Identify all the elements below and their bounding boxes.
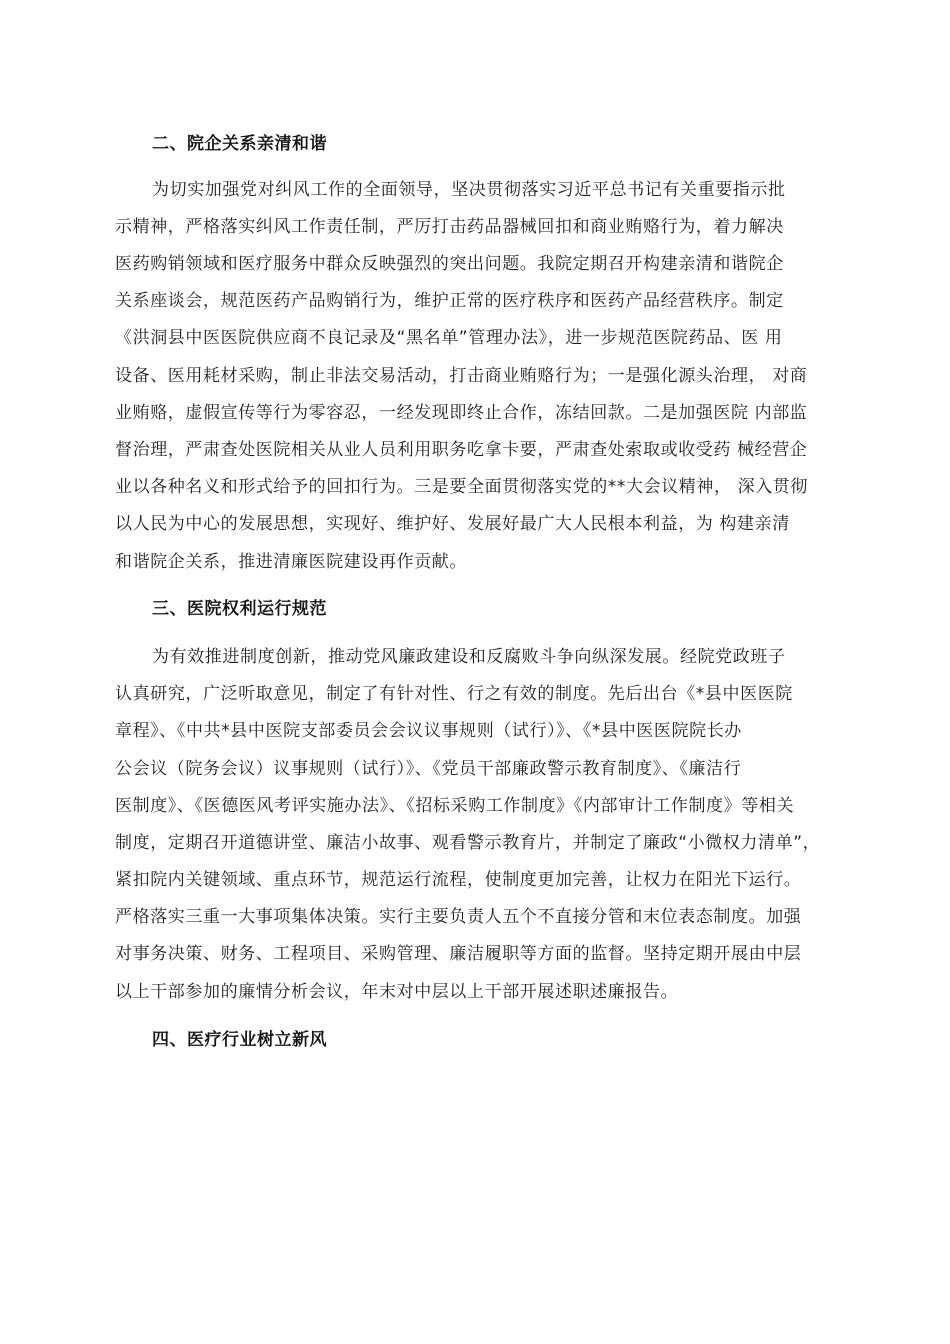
paragraph-line: 公会议（院务会议）议事规则（试行）》、《党员干部廉政警示教育制度》、《廉洁行 bbox=[115, 759, 742, 779]
paragraph-line: 《洪洞县中医医院供应商不良记录及“黑名单”管理办法》，进一步规范医院药品、医 用 bbox=[115, 328, 783, 348]
paragraph-line: 督治理，严肃查处医院相关从业人员利用职务吃拿卡要，严肃查处索取或收受药 械经营企 bbox=[115, 440, 808, 460]
paragraph-line: 为切实加强党对纠风工作的全面领导，坚决贯彻落实习近平总书记有关重要指示批 bbox=[152, 180, 786, 200]
section-heading-2: 二、院企关系亲清和谐 bbox=[152, 134, 327, 154]
paragraph-line: 认真研究，广泛听取意见，制定了有针对性、行之有效的制度。先后出台《*县中医医院 bbox=[115, 684, 793, 704]
section-heading-4: 四、医疗行业树立新风 bbox=[152, 1030, 327, 1050]
paragraph-line: 以上干部参加的廉情分析会议，年末对中层以上干部开展述职述廉报告。 bbox=[115, 982, 679, 1002]
paragraph-line: 章程》、《中共*县中医院支部委员会会议议事规则（试行）》、《*县中医医院院长办 bbox=[115, 721, 742, 741]
section-heading-3: 三、医院权利运行规范 bbox=[152, 599, 327, 619]
paragraph-line: 医制度》、《医德医风考评实施办法》、《招标采购工作制度》《内部审计工作制度》等相关 bbox=[115, 796, 795, 816]
paragraph-line: 医药购销领域和医疗服务中群众反映强烈的突出问题。我院定期召开构建亲清和谐院企 bbox=[115, 254, 784, 274]
paragraph-line: 业贿赂，虚假宣传等行为零容忍，一经发现即终止合作，冻结回款。二是加强医院 内部监 bbox=[115, 403, 808, 423]
paragraph-line: 关系座谈会，规范医药产品购销行为，维护正常的医疗秩序和医药产品经营秩序。制定 bbox=[115, 291, 784, 311]
paragraph-line: 制度，定期召开道德讲堂、廉洁小故事、观看警示教育片，并制定了廉政“小微权力清单”， bbox=[115, 833, 821, 853]
paragraph-line: 紧扣院内关键领域、重点环节，规范运行流程，使制度更加完善，让权力在阳光下运行。 bbox=[115, 870, 802, 890]
paragraph-line: 设备、医用耗材采购，制止非法交易活动，打击商业贿赂行为；一是强化源头治理， 对商 bbox=[115, 366, 808, 386]
paragraph-line: 示精神，严格落实纠风工作责任制，严厉打击药品器械回扣和商业贿赂行为，着力解决 bbox=[115, 217, 784, 237]
paragraph-line: 业以各种名义和形式给予的回扣行为。三是要全面贯彻落实党的**大会议精神， 深入贯彻 bbox=[115, 477, 809, 497]
paragraph-line: 严格落实三重一大事项集体决策。实行主要负责人五个不直接分管和末位表态制度。加强 bbox=[115, 907, 802, 927]
paragraph-line: 和谐院企关系，推进清廉医院建设再作贡献。 bbox=[115, 552, 467, 572]
paragraph-line: 以人民为中心的发展思想，实现好、维护好、发展好最广大人民根本利益，为 构建亲清 bbox=[115, 514, 790, 534]
paragraph-line: 为有效推进制度创新，推动党风廉政建设和反腐败斗争向纵深发展。经院党政班子 bbox=[152, 647, 786, 667]
paragraph-line: 对事务决策、财务、工程项目、采购管理、廉洁履职等方面的监督。坚持定期开展由中层 bbox=[115, 944, 802, 964]
